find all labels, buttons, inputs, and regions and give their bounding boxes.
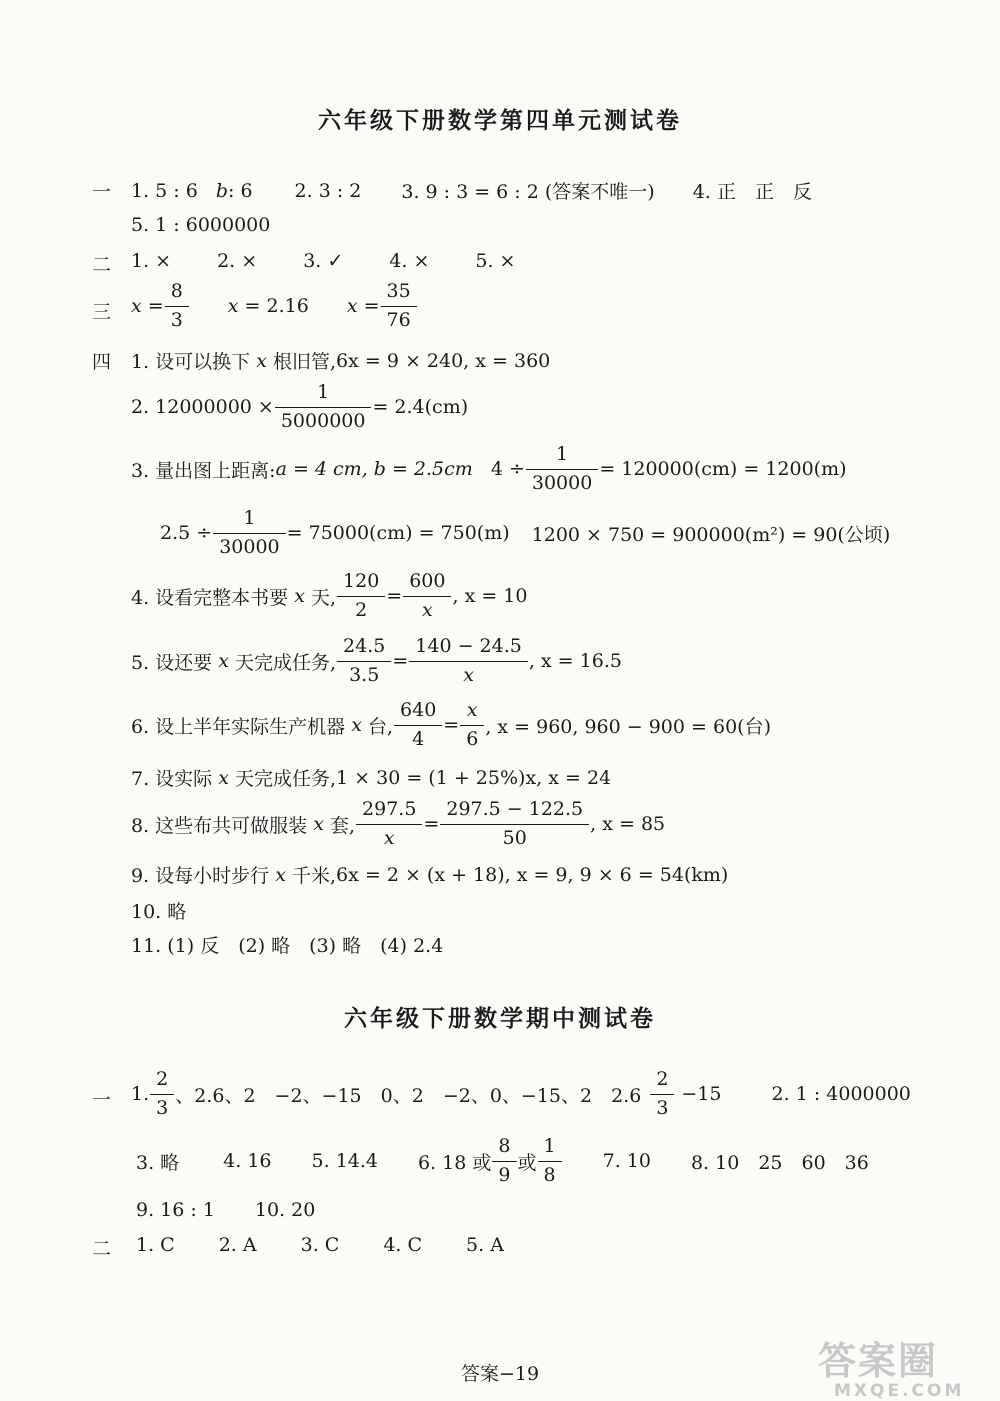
midterm-section1-label: 一 bbox=[92, 1089, 112, 1111]
answer-4: 4. 正 正 反 bbox=[692, 181, 812, 203]
scale-fraction: $\frac{1}{5000000}$ bbox=[278, 382, 369, 433]
problem-7: 7. 设实际 x 天完成任务, 1 × 30 = (1 + 25%)x, x = 24 bbox=[131, 766, 612, 790]
problem-4: 4. 设看完整本书要 x 天, $\frac{120}{2}$ = $\frac{600}{x}$ , x = 10 bbox=[131, 570, 528, 621]
midterm-title: 六年级下册数学期中测试卷 bbox=[344, 1006, 656, 1032]
unit4-section3-row: x = $\frac{8}{3}$ x = 2.16 x = $\frac{35}{76}$ bbox=[131, 281, 418, 332]
problem-2: 2. 12000000 × $\frac{1}{5000000}$ = 2.4(cm) bbox=[131, 381, 469, 432]
unit4-section4-label: 四 bbox=[92, 351, 112, 373]
x1-fraction: $\frac{8}{3}$ bbox=[168, 281, 186, 332]
judge-4: 4. × bbox=[389, 250, 430, 272]
unit4-title: 六年级下册数学第四单元测试卷 bbox=[318, 108, 682, 134]
problem-10: 10. 略 bbox=[131, 901, 187, 923]
problem-3-continued: 2.5 ÷ $\frac{1}{30000}$ = 75000(cm) = 750(m) 1200 × 750 = 900000(m²) = 90(公顷) bbox=[160, 507, 891, 558]
midterm-section1-row3: 9. 16 : 1 10. 20 bbox=[136, 1199, 316, 1221]
x3-fraction: $\frac{35}{76}$ bbox=[384, 281, 414, 332]
watermark-logo: 答案圈 MXQE.COM bbox=[818, 1339, 965, 1401]
judge-2: 2. × bbox=[217, 250, 258, 272]
unit4-section3-label: 三 bbox=[92, 301, 112, 323]
answer-3: 3. 9 : 3 = 6 : 2 (答案不唯一) bbox=[401, 181, 655, 203]
problem-8: 8. 这些布共可做服装 x 套, $\frac{297.5}{x}$ = $\frac{297.5 - 122.5}{50}$ , x = 85 bbox=[131, 798, 666, 849]
unit4-section2-row bbox=[131, 250, 515, 272]
unit4-section1-row1 bbox=[131, 177, 812, 204]
unit4-section2-label: 二 bbox=[92, 254, 112, 276]
problem-11: 11. (1) 反 (2) 略 (3) 略 (4) 2.4 bbox=[131, 935, 444, 957]
judge-5: 5. × bbox=[475, 250, 516, 272]
unit4-section1-label: 一 bbox=[92, 181, 112, 203]
problem-5: 5. 设还要 x 天完成任务, $\frac{24.5}{3.5}$ = $\frac{140 - 24.5}{x}$ , x = 16.5 bbox=[131, 635, 622, 686]
answer-1: 1. 5 : 6 bbox=[131, 179, 198, 202]
midterm-section1-row2: 3. 略 4. 16 5. 14.4 6. 18 或 $\frac{8}{9}$ 或 $\frac{1}{8}$ 7. 10 8. 10 25 60 36 bbox=[136, 1135, 869, 1186]
answer-5: 5. 1 : 6000000 bbox=[131, 214, 271, 236]
problem-1: 1. 设可以换下 x 根旧管, 6x = 9 × 240, x = 360 bbox=[131, 349, 551, 373]
scale-fraction-3: $\frac{1}{30000}$ bbox=[529, 444, 595, 495]
x2-value: = 2.16 bbox=[244, 295, 309, 318]
midterm-section2-row: 1. C 2. A 3. C 4. C 5. A bbox=[136, 1234, 504, 1256]
judge-1: 1. × bbox=[131, 250, 172, 272]
scale-fraction-3b: $\frac{1}{30000}$ bbox=[216, 508, 282, 559]
answer-1-ratio: : 6 bbox=[228, 179, 253, 202]
midterm-section1-row1: 1. $\frac{2}{3}$ 、2.6、2 −2、−15 0、2 −2、0、−15、2 2.6 $\frac{2}{3}$ −15 2. 1 : 4000000 bbox=[131, 1068, 911, 1119]
judge-3: 3. ✓ bbox=[303, 250, 344, 272]
problem-6: 6. 设上半年实际生产机器 x 台, $\frac{640}{4}$ = $\frac{x}{6}$ , x = 960, 960 − 900 = 60(台) bbox=[131, 699, 771, 750]
problem-9: 9. 设每小时步行 x 千米, 6x = 2 × (x + 18), x = 9, 9 × 6 = 54(km) bbox=[131, 863, 729, 887]
page-footer: 答案−19 bbox=[460, 1363, 540, 1385]
answer-2: 2. 3 : 2 bbox=[294, 179, 362, 202]
problem-3: 3. 量出图上距离: a = 4 cm, b = 2.5cm 4 ÷ $\frac{1}{30000}$ = 120000(cm) = 1200(m) bbox=[131, 443, 847, 494]
answer-1-var: b bbox=[215, 179, 228, 202]
midterm-section2-label: 二 bbox=[92, 1238, 112, 1260]
